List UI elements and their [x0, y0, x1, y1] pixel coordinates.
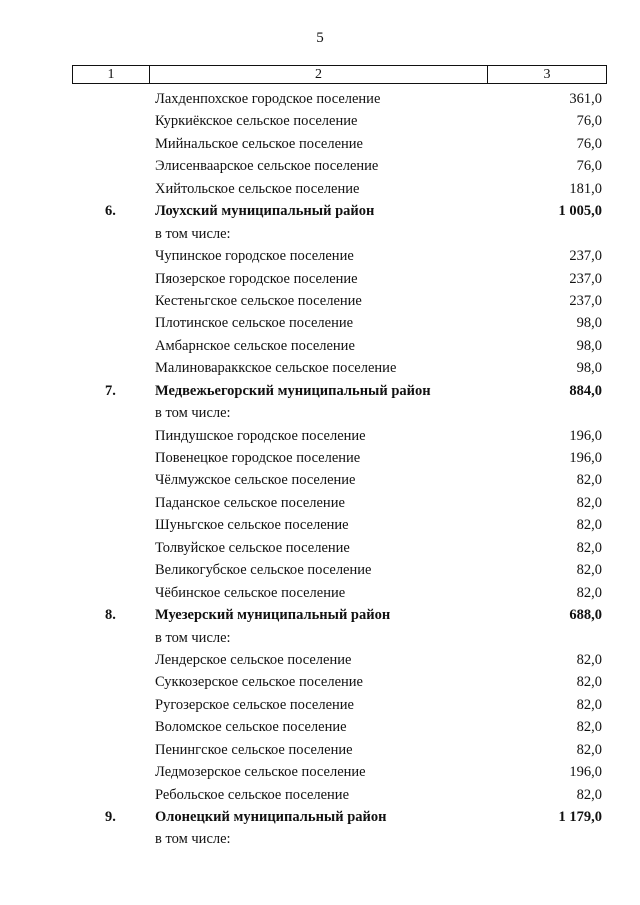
settlement-row	[0, 582, 640, 604]
settlement-row	[0, 716, 640, 738]
row-name: Малиновараккское сельское поселение	[155, 360, 397, 377]
settlement-row	[0, 447, 640, 469]
row-value: 82,0	[576, 651, 602, 668]
row-name: Чупинское городское поселение	[155, 248, 354, 265]
row-number: 8.	[105, 607, 116, 624]
row-value: 82,0	[576, 517, 602, 534]
header-col-1: 1	[73, 66, 150, 83]
row-name: Кестеньгское сельское поселение	[155, 292, 362, 309]
row-value: 98,0	[576, 315, 602, 332]
row-value: 181,0	[569, 180, 602, 197]
row-name: Чёбинское сельское поселение	[155, 584, 346, 601]
district-row	[0, 806, 640, 828]
row-name: в том числе:	[155, 831, 231, 848]
row-value: 196,0	[569, 427, 602, 444]
row-name: Амбарнское сельское поселение	[155, 337, 355, 354]
settlement-row	[0, 290, 640, 312]
settlement-row	[0, 784, 640, 806]
row-name: Повенецкое городское поселение	[155, 450, 361, 466]
row-value: 237,0	[569, 270, 602, 287]
row-name: Куркиёкское сельское поселение	[155, 113, 358, 130]
row-value: 196,0	[569, 764, 602, 781]
row-name: Шуньгское сельское поселение	[155, 517, 349, 534]
row-name: Лендерское сельское поселение	[155, 651, 352, 668]
settlement-row	[0, 178, 640, 200]
row-name: Пиндушское городское поселение	[155, 427, 366, 444]
row-name: Ругозерское сельское поселение	[155, 696, 354, 713]
settlement-row	[0, 537, 640, 559]
row-name: Элисенваарское сельское поселение	[155, 158, 379, 175]
settlement-row	[0, 245, 640, 267]
settlement-row	[0, 357, 640, 379]
row-name: Суккозерское сельское поселение	[155, 674, 363, 691]
row-value: 884,0	[569, 382, 602, 399]
settlement-row	[0, 761, 640, 783]
row-name: Олонецкий муниципальный район	[155, 809, 387, 825]
settlement-row	[0, 335, 640, 357]
row-value: 237,0	[569, 292, 602, 309]
row-name: Чёлмужское сельское поселение	[155, 472, 356, 489]
row-number: 6.	[105, 203, 116, 220]
row-name: Великогубское сельское поселение	[155, 562, 372, 579]
row-value: 76,0	[576, 135, 602, 152]
settlement-row	[0, 268, 640, 290]
row-name: Пенингское сельское поселение	[155, 741, 353, 758]
row-name: Мийнальское сельское поселение	[155, 135, 363, 152]
row-name: Воломское сельское поселение	[155, 719, 347, 736]
row-value: 361,0	[569, 91, 602, 107]
row-name: Медвежьегорский муниципальный район	[155, 382, 431, 399]
row-value: 76,0	[576, 158, 602, 175]
settlement-row	[0, 469, 640, 491]
settlement-row	[0, 627, 640, 649]
table-body	[0, 88, 640, 851]
row-value: 82,0	[576, 696, 602, 713]
row-value: 82,0	[576, 741, 602, 758]
row-value: 82,0	[576, 719, 602, 736]
row-name: Паданское сельское поселение	[155, 494, 345, 511]
settlement-row	[0, 671, 640, 693]
row-value: 237,0	[569, 248, 602, 265]
settlement-row	[0, 828, 640, 850]
row-number: 9.	[105, 809, 116, 825]
row-name: в том числе:	[155, 405, 231, 422]
page-number: 5	[316, 30, 324, 46]
row-name: Ребольское сельское поселение	[155, 786, 350, 803]
row-name: Пяозерское городское поселение	[155, 270, 358, 287]
row-value: 82,0	[576, 584, 602, 601]
settlement-row	[0, 739, 640, 761]
settlement-row	[0, 88, 640, 110]
settlement-row	[0, 110, 640, 132]
row-value: 82,0	[576, 494, 602, 511]
settlement-row	[0, 425, 640, 447]
row-value: 98,0	[576, 337, 602, 354]
settlement-row	[0, 694, 640, 716]
settlement-row	[0, 402, 640, 424]
settlement-row	[0, 514, 640, 536]
district-row	[0, 604, 640, 626]
district-row	[0, 380, 640, 402]
settlement-row	[0, 312, 640, 334]
row-value: 82,0	[576, 674, 602, 691]
row-number: 7.	[105, 382, 116, 399]
header-col-3: 3	[543, 67, 551, 82]
row-value: 82,0	[576, 472, 602, 489]
row-value: 98,0	[576, 360, 602, 377]
settlement-row	[0, 223, 640, 245]
row-name: Хийтольское сельское поселение	[155, 180, 360, 197]
row-value: 82,0	[576, 786, 602, 803]
row-name: Ледмозерское сельское поселение	[155, 764, 366, 781]
header-col-2: 2	[150, 66, 488, 83]
settlement-row	[0, 649, 640, 671]
row-value: 688,0	[569, 607, 602, 624]
district-row	[0, 200, 640, 222]
row-value: 82,0	[576, 539, 602, 556]
row-name: Муезерский муниципальный район	[155, 607, 391, 624]
row-name: в том числе:	[155, 225, 231, 242]
settlement-row	[0, 492, 640, 514]
row-value: 76,0	[576, 113, 602, 130]
row-name: Плотинское сельское поселение	[155, 315, 354, 332]
row-name: в том числе:	[155, 629, 231, 646]
row-value: 196,0	[569, 450, 602, 466]
settlement-row	[0, 559, 640, 581]
settlement-row	[0, 155, 640, 177]
row-value: 1 179,0	[558, 809, 602, 825]
row-name: Лахденпохское городское поселение	[155, 91, 381, 107]
row-name: Лоухский муниципальный район	[155, 203, 375, 220]
settlement-row	[0, 133, 640, 155]
row-value: 1 005,0	[558, 203, 602, 220]
row-name: Толвуйское сельское поселение	[155, 539, 350, 556]
table-header	[72, 65, 607, 84]
row-value: 82,0	[576, 562, 602, 579]
